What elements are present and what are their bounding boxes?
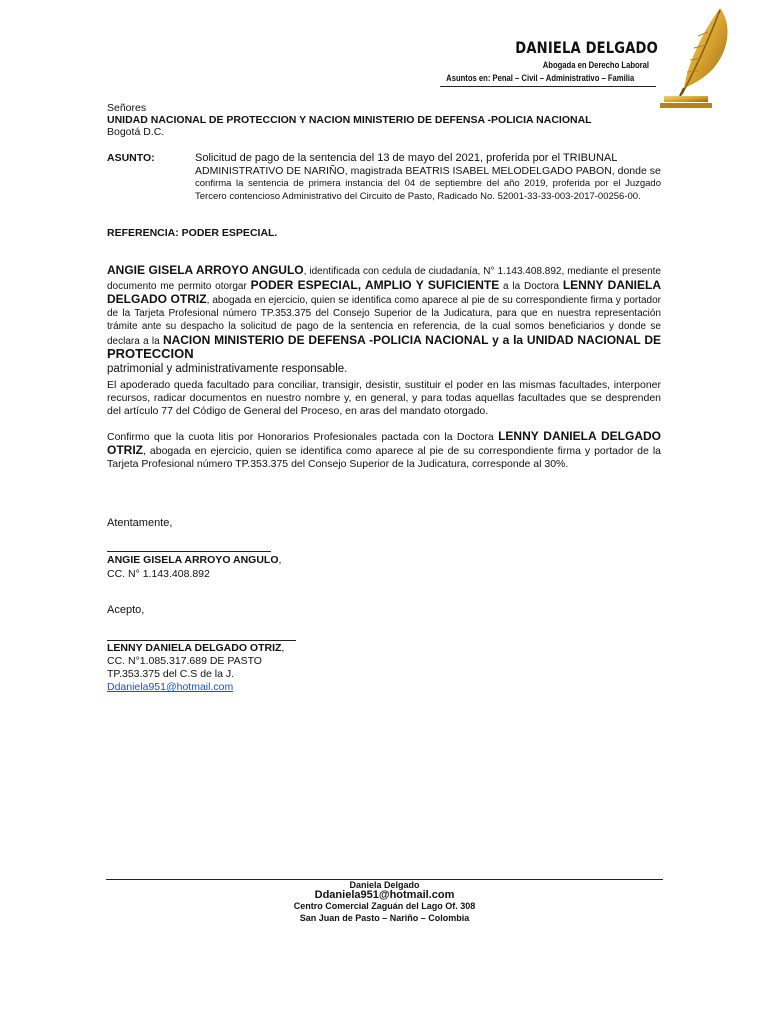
grantor-signature-name: ANGIE GISELA ARROYO ANGULO, [107, 554, 282, 566]
proteccion-word: PROTECCION [107, 346, 194, 362]
grantor-signature-line [107, 551, 271, 552]
acepto: Acepto, [107, 604, 145, 616]
cuota-attorney-name: LENNY DANIELA DELGADO OTRIZ [107, 429, 661, 457]
footer-city: San Juan de Pasto – Nariño – Colombia [299, 913, 470, 923]
cuota-paragraph: Confirmo que la cuota litis por Honorarios Profesionales pactada con la Doctora LENNY DANIELA DELGADO OTRIZ, abogada en ejercicio, quien se identifica como aparece al pie de su correspondiente firma y portador de la Tarjeta Profesional número TP.353.375 del Consejo Superior de la Judicatura, corresponde al 30%. [107, 429, 661, 470]
attorney-email-link[interactable]: Ddaniela951@hotmail.com [107, 681, 234, 693]
letterhead-divider [440, 86, 656, 87]
attorney-signature-line [107, 640, 296, 641]
footer-address: Centro Comercial Zaguán del Lago Of. 308 [293, 901, 476, 911]
power-type: PODER ESPECIAL, AMPLIO Y SUFICIENTE [250, 277, 500, 292]
recipient-city: Bogotá D.C. [107, 126, 165, 138]
attorney-tp: TP.353.375 del C.S de la J. [107, 668, 235, 680]
asunto-detail: confirma la sentencia de primera instancia del 04 de septiembre del año 2019, proferida por el Juzgado Tercero contencioso Administrativo del Circuito de Pasto, Radicado No. 52001-33-33-003-2017-00256-00. [195, 178, 661, 202]
closing: Atentamente, [107, 517, 173, 529]
feather-quill-icon [660, 6, 738, 110]
grantor-name: ANGIE GISELA ARROYO ANGULO [107, 263, 304, 277]
attorney-cc: CC. N°1.085.317.689 DE PASTO [107, 655, 262, 667]
defendant-entities: NACION MINISTERIO DE DEFENSA -POLICIA NACIONAL y a la UNIDAD NACIONAL DE [162, 332, 661, 347]
letterhead-subtitle: Abogada en Derecho Laboral [542, 60, 649, 70]
facultades-paragraph: El apoderado queda facultado para conciliar, transigir, desistir, sustituir el poder en las mismas facultades, interponer recursos, radicar documentos en nuestro nombre y, en general, y para todas aquellas facultades que se desprenden del artículo 77 del Código de General del Proceso, en aras del mandato otorgado. [107, 379, 661, 417]
asunto-line-2: ADMINISTRATIVO DE NARIÑO, magistrada BEATRIS ISABEL MELODELGADO PABON, donde se [195, 165, 661, 177]
poder-paragraph: ANGIE GISELA ARROYO ANGULO, identificada con cedula de ciudadanía, N° 1.143.408.892, mediante el presente documento me permito otorgar PODER ESPECIAL, AMPLIO Y SUFICIENTE a la Doctora LENNY DANIELA DELGADO OTRIZ, abogada en ejercicio, quien se identifica como aparece al pie de su correspondiente firma y portador de la Tarjeta Profesional número TP.353.375 del Consejo Superior de la Judicatura, para que en nuestra representación trámite ante su despacho la solicitud de pago de la sentencia en referencia, de la cual somos beneficiarios y donde se declara a la NACION MINISTERIO DE DEFENSA -POLICIA NACIONAL y a la UNIDAD NACIONAL DE PROTECCION patrimonial y administrativamente responsable. [107, 263, 662, 375]
salutation: Señores [107, 102, 147, 114]
asunto-label: ASUNTO: [107, 152, 155, 164]
referencia: REFERENCIA: PODER ESPECIAL. [107, 227, 278, 239]
asunto-line-1: Solicitud de pago de la sentencia del 13 de mayo del 2021, proferida por el TRIBUNAL [195, 152, 618, 164]
attorney-signature-name: LENNY DANIELA DELGADO OTRIZ, [107, 642, 285, 654]
footer-email: Ddaniela951@hotmail.com [314, 889, 455, 901]
attorney-name: LENNY DANIELA DELGADO OTRIZ [107, 277, 661, 307]
recipient-entity: UNIDAD NACIONAL DE PROTECCION Y NACION MINISTERIO DE DEFENSA -POLICIA NACIONAL [107, 114, 592, 126]
footer-name: Daniela Delgado [349, 880, 420, 890]
letterhead-areas: Asuntos en: Penal – Civil – Administrativo – Familia [445, 73, 634, 83]
letterhead-name: DANIELA DELGADO [515, 38, 658, 57]
grantor-cc: CC. N° 1.143.408.892 [107, 568, 210, 580]
